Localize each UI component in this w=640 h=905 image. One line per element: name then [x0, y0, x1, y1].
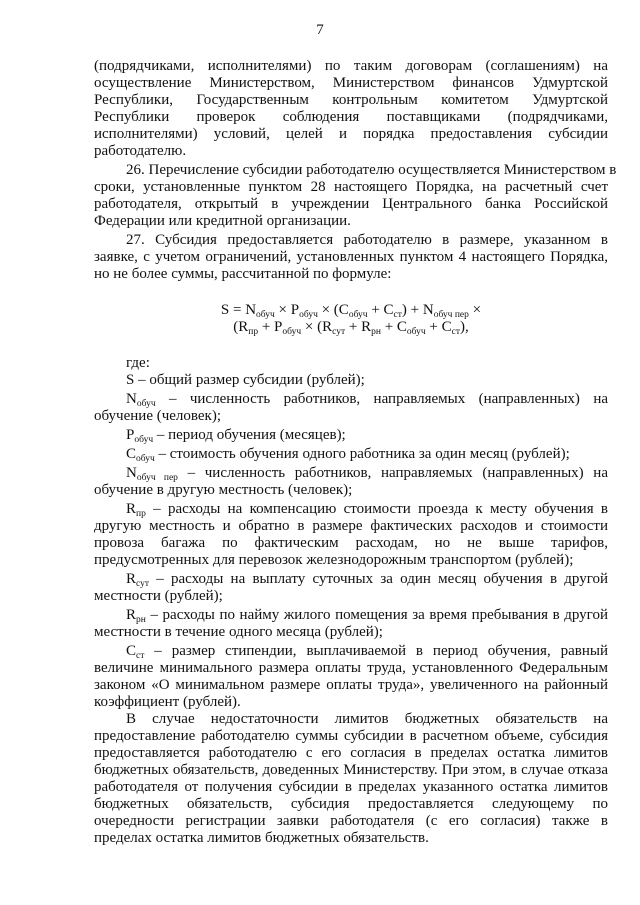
text-run: ),	[460, 319, 469, 335]
text-line	[94, 762, 608, 779]
text-run: N	[126, 391, 137, 407]
text-run: 26. Перечисление субсидии работодателю осуществляется Министерством в	[126, 162, 617, 178]
text-run: работодателю.	[94, 143, 187, 159]
subscript: обуч	[136, 454, 155, 464]
text-run: S – общий размер субсидии (рублей);	[126, 372, 365, 388]
text-run: очередности регистрации заявки работодателя (с его согласия) также в	[94, 813, 608, 829]
text-line	[94, 779, 608, 796]
text-line	[94, 213, 608, 230]
text-run: сроки, установленные пунктом 28 настоящего Порядка, на расчетный счет	[94, 179, 608, 195]
text-run: – расходы по найму жилого помещения за время пребывания в другой	[145, 607, 608, 623]
text-run: × (R	[301, 319, 333, 335]
text-run: бюджетных обязательств, доведенных Министерству. При этом, в случае отказа	[94, 762, 608, 778]
text-run: 27. Субсидия предоставляется работодателю в размере, указанном в	[126, 232, 608, 248]
text-run: C	[126, 643, 137, 659]
text-run: предусмотренных для перевозок железнодорожным транспортом (рублей);	[94, 552, 574, 568]
subscript: обуч	[406, 327, 426, 337]
text-line	[94, 75, 608, 92]
text-run: + R	[345, 319, 372, 335]
text-run: Федерации или кредитной организации.	[94, 213, 351, 229]
text-run: R	[126, 571, 137, 587]
text-run: предоставляется работодателю с его согласия в пределах остатка лимитов	[94, 745, 608, 761]
subscript: обуч	[348, 310, 368, 320]
text-run: – стоимость обучения одного работника за один месяц (рублей);	[154, 446, 570, 462]
text-line	[94, 728, 608, 745]
formula-line	[94, 319, 608, 336]
text-run: × P	[274, 302, 300, 318]
text-line	[126, 465, 608, 482]
text-run: работодателя, открытый в учреждении Центрального банка Российской	[94, 196, 608, 212]
text-run: бюджетных обязательств, субсидия предоставляется следующему по	[94, 796, 608, 812]
subscript: ст	[393, 310, 402, 320]
text-line	[94, 535, 608, 552]
text-run: – численность работников, направляемых (направленных) на	[155, 391, 608, 407]
text-line	[94, 813, 608, 830]
text-run: исполнителями) условий, целей и порядка предоставления субсидии	[94, 126, 608, 142]
text-run: но не более суммы, рассчитанной по формуле:	[94, 266, 392, 282]
text-run: (R	[233, 319, 249, 335]
text-run: + C	[380, 319, 407, 335]
subscript: обуч	[282, 327, 302, 337]
text-line	[94, 109, 608, 126]
subscript: обуч	[299, 310, 318, 320]
text-run: заявке, с учетом ограничений, установленных пунктом 4 настоящего Порядка,	[94, 249, 608, 265]
text-run: – расходы на компенсацию стоимости проезда к месту обучения в	[145, 501, 608, 517]
text-run: осуществление Министерством, Министерством финансов Удмуртской	[94, 75, 608, 91]
text-line	[94, 677, 608, 694]
text-run: работодателя от получения субсидии в пределах указанного остатка лимитов	[94, 779, 608, 795]
text-run: (подрядчиками, исполнителями) по таким договорам (соглашениям) на	[94, 58, 608, 74]
text-run: обучение (человек);	[94, 408, 222, 424]
subscript: сут	[332, 327, 346, 337]
text-line	[126, 643, 608, 660]
subscript: рн	[136, 615, 146, 625]
subscript: рн	[371, 327, 381, 337]
formula-line	[94, 302, 608, 319]
text-run: коэффициент (рублей).	[94, 694, 241, 710]
text-line	[94, 408, 608, 425]
text-line	[94, 518, 608, 535]
text-run: + P	[258, 319, 283, 335]
text-line	[126, 501, 608, 518]
text-run: C	[126, 446, 137, 462]
text-run: другую местность и обратно в размере фактических расходов и стоимости	[94, 518, 608, 534]
subscript: пр	[248, 327, 259, 337]
text-line	[94, 745, 608, 762]
text-line	[94, 830, 608, 847]
text-line	[94, 660, 608, 677]
text-line	[126, 372, 608, 389]
text-run: ×	[468, 302, 482, 318]
text-line	[126, 446, 608, 463]
text-line	[94, 126, 608, 143]
text-run: законом «О минимальном размере оплаты труда», увеличенного на районный	[94, 677, 608, 693]
text-run: ) + N	[401, 302, 434, 318]
text-line	[126, 607, 608, 624]
text-run: × (C	[317, 302, 349, 318]
text-line	[94, 266, 608, 283]
subscript: обуч	[136, 399, 156, 409]
text-line	[94, 179, 608, 196]
subscript: ст	[451, 327, 460, 337]
text-line	[126, 711, 608, 728]
text-line	[94, 624, 608, 641]
subscript: обуч	[134, 435, 154, 445]
text-line	[94, 92, 608, 109]
subscript: обуч пер	[136, 473, 178, 483]
text-line	[94, 249, 608, 266]
text-run: обучение в другую местность (человек);	[94, 482, 353, 498]
text-line	[94, 552, 608, 569]
text-run: S = N	[220, 302, 257, 318]
page-number: 7	[316, 22, 324, 38]
text-run: – размер стипендии, выплачиваемой в период обучения, равный	[144, 643, 608, 659]
text-run: В случае недостаточности лимитов бюджетных обязательств на	[126, 711, 608, 727]
text-line	[94, 58, 608, 75]
text-line	[126, 355, 608, 372]
text-run: R	[126, 501, 137, 517]
subscript: сут	[136, 579, 150, 589]
text-line	[126, 162, 617, 179]
text-line	[126, 427, 608, 444]
text-run: + C	[367, 302, 394, 318]
subscript: пр	[136, 509, 146, 519]
text-run: величине минимального размера оплаты труда, установленного Федеральным	[94, 660, 608, 676]
text-line	[94, 694, 608, 711]
text-run: R	[126, 607, 137, 623]
text-run: местности в течение одного месяца (рублей);	[94, 624, 383, 640]
text-line	[126, 232, 608, 249]
text-line	[126, 571, 608, 588]
text-run: N	[126, 465, 137, 481]
text-run: пределах остатка лимитов бюджетных обязательств.	[94, 830, 429, 846]
text-line	[94, 482, 608, 499]
text-line	[126, 391, 608, 408]
subscript: ст	[136, 651, 145, 661]
text-line	[94, 196, 608, 213]
text-run: предоставление работодателю суммы субсидии в расчетном объеме, субсидия	[94, 728, 608, 744]
text-run: – расходы на выплату суточных за один месяц обучения в другой	[149, 571, 608, 587]
text-run: провоза багажа по фактическим расходам, но не выше тарифов,	[94, 535, 608, 551]
text-run: + C	[425, 319, 452, 335]
text-line	[94, 796, 608, 813]
subscript: обуч	[256, 310, 275, 320]
text-run: P	[126, 427, 135, 443]
text-run: Республики, Государственным контрольным комитетом Удмуртской	[94, 92, 608, 108]
text-run: – период обучения (месяцев);	[153, 427, 346, 443]
subscript: обуч пер	[433, 310, 469, 320]
text-line	[94, 588, 608, 605]
text-run: – численность работников, направляемых (направленных) на	[177, 465, 608, 481]
text-run: Республики проверок соблюдения поставщиками (подрядчиками,	[94, 109, 608, 125]
text-run: местности (рублей);	[94, 588, 223, 604]
text-run: где:	[126, 355, 150, 371]
text-line	[94, 143, 608, 160]
